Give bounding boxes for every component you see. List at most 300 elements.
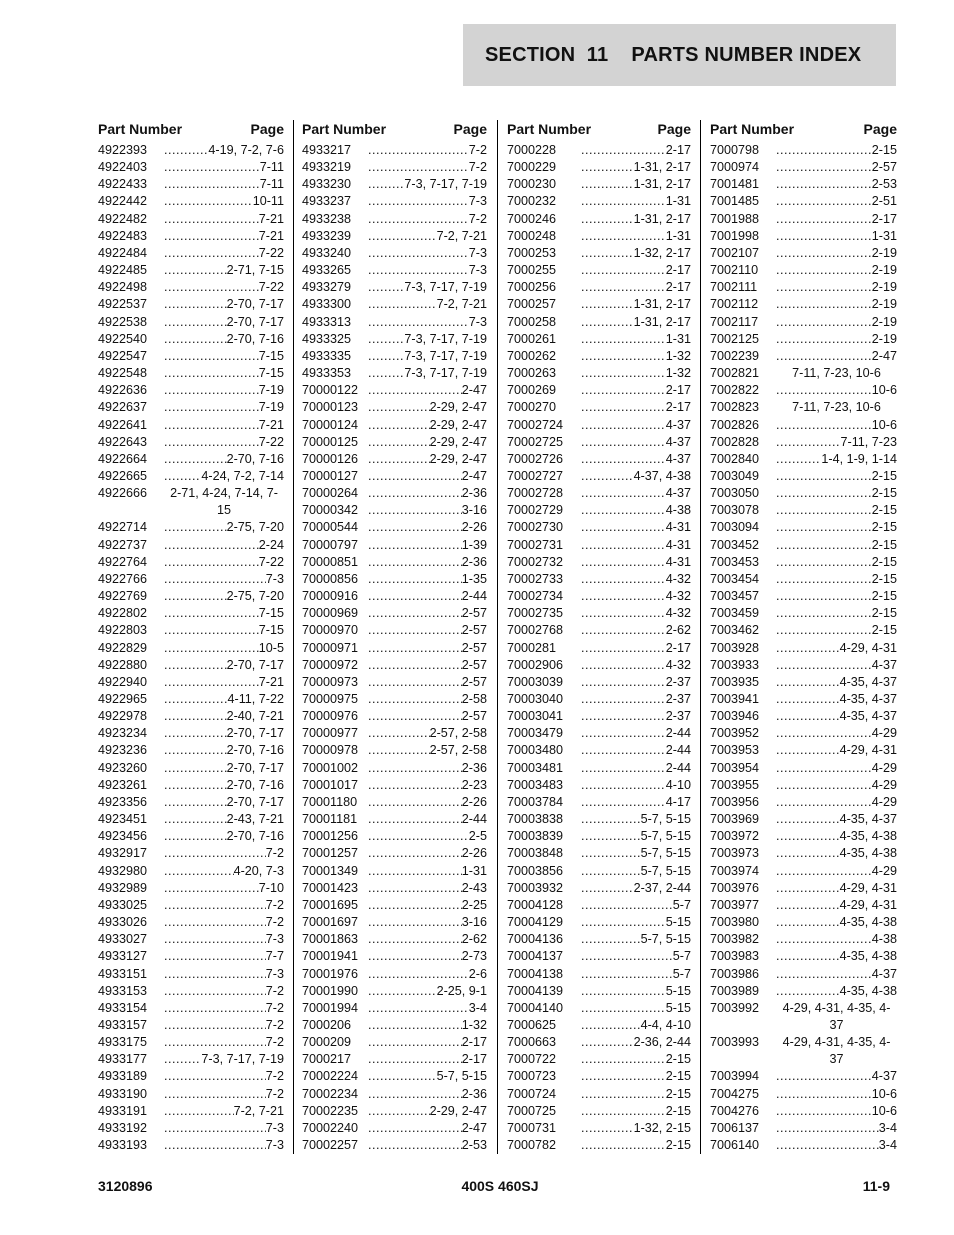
index-entry [98, 674, 284, 691]
index-entry [507, 1051, 691, 1068]
part-number: 7000229 [507, 160, 557, 175]
page-references: 2-15 [871, 520, 897, 535]
page-references: 7-7 [265, 949, 284, 964]
dot-leader [581, 1068, 666, 1085]
part-number: 4933219 [302, 160, 352, 175]
index-entry [302, 777, 487, 794]
page-references: 4-37 [665, 486, 691, 501]
index-entry [302, 314, 487, 331]
section-label: SECTION 11 [485, 43, 609, 66]
page-references: 7-3 [468, 314, 487, 329]
page-reference-cell [164, 468, 284, 485]
dot-leader [581, 794, 666, 811]
page-reference-cell [581, 382, 691, 399]
dot-leader [581, 640, 666, 657]
page-reference-cell [368, 382, 487, 399]
part-number: 7002112 [710, 297, 759, 312]
page-reference-cell [368, 485, 487, 502]
index-entry [302, 828, 487, 845]
dot-leader [368, 880, 462, 897]
index-entry [710, 262, 897, 279]
dot-leader [368, 828, 469, 845]
dot-leader [368, 571, 462, 588]
dot-leader [164, 811, 227, 828]
part-number: 7003459 [710, 606, 760, 621]
part-number: 70004136 [507, 932, 564, 947]
dot-leader [581, 1017, 641, 1034]
index-entry [302, 1086, 487, 1103]
page-references: 1-31 [461, 863, 487, 878]
part-number: 70000125 [302, 434, 359, 449]
part-number: 4933157 [98, 1017, 148, 1032]
index-entry [302, 382, 487, 399]
index-entry [507, 828, 691, 845]
page-references: 2-17 [461, 1035, 487, 1050]
page-reference-cell [368, 914, 487, 931]
page-references: 7-11 [259, 160, 284, 175]
dot-leader [164, 622, 259, 639]
page-reference-cell [581, 279, 691, 296]
dot-leader [581, 966, 673, 983]
page-reference-cell [368, 845, 487, 862]
page-references: 2-47 [871, 348, 897, 363]
page-reference-cell [368, 983, 487, 1000]
part-number: 4922802 [98, 606, 148, 621]
dot-leader [776, 674, 840, 691]
dot-leader [776, 983, 840, 1000]
index-entry [302, 1103, 487, 1120]
index-entry [98, 1086, 284, 1103]
part-number: 70002730 [507, 520, 564, 535]
page-reference-cell [164, 1017, 284, 1034]
page-reference-cell [776, 382, 897, 399]
part-number: 7003969 [710, 812, 760, 827]
index-entry [710, 142, 897, 159]
part-number: 70001863 [302, 932, 359, 947]
index-entry [507, 314, 691, 331]
dot-leader [368, 142, 469, 159]
index-entry [98, 897, 284, 914]
dot-leader [776, 451, 821, 468]
page-references: 2-44 [461, 589, 487, 604]
part-number: 70002732 [507, 554, 564, 569]
part-number: 7003457 [710, 589, 760, 604]
page-references: 2-17 [665, 383, 691, 398]
page-reference-cell [368, 605, 487, 622]
page-references: 4-32 [665, 657, 691, 672]
page-references: 4-38 [871, 932, 897, 947]
page-references: 2-71, 4-24, 7-14, 7-15 [170, 486, 278, 518]
index-entry [507, 742, 691, 759]
page-references: 2-43, 7-21 [226, 812, 284, 827]
dot-leader [164, 365, 259, 382]
page-reference-cell [164, 657, 284, 674]
part-number: 7002239 [710, 348, 760, 363]
index-entry [98, 725, 284, 742]
index-entry [507, 880, 691, 897]
page-references: 4-20, 7-3 [233, 863, 284, 878]
dot-leader [164, 794, 227, 811]
index-entry [302, 794, 487, 811]
page-references: 4-29, 4-31 [839, 743, 897, 758]
page-reference-cell [164, 331, 284, 348]
index-entry [302, 142, 487, 159]
part-number: 70003483 [507, 777, 564, 792]
dot-leader [581, 142, 666, 159]
page-references: 5-7 [672, 966, 691, 981]
part-number: 4922485 [98, 263, 148, 278]
page-references: 1-4, 1-9, 1-14 [821, 451, 897, 466]
page-references: 7-3 [265, 1138, 284, 1153]
page-reference-cell [164, 348, 284, 365]
page-references: 4-29 [871, 760, 897, 775]
index-entry [98, 588, 284, 605]
dot-leader [368, 176, 404, 193]
page-reference-cell [368, 417, 487, 434]
page-references: 2-70, 7-16 [226, 743, 284, 758]
page-reference-cell [581, 451, 691, 468]
dot-leader [164, 279, 259, 296]
page-references: 7-15 [258, 366, 284, 381]
page-reference-cell [368, 794, 487, 811]
part-number: 4922664 [98, 451, 148, 466]
index-entry [710, 417, 897, 434]
index-entry [302, 948, 487, 965]
page-references: 7-11, 7-23 [840, 434, 897, 449]
dot-leader [368, 451, 430, 468]
part-number: 4923261 [98, 777, 148, 792]
dot-leader [581, 983, 666, 1000]
index-entry [710, 725, 897, 742]
page-references: 7-21 [258, 674, 284, 689]
dot-leader [164, 468, 201, 485]
dot-leader [368, 948, 462, 965]
page-references: 2-70, 7-16 [226, 331, 284, 346]
index-entry [98, 331, 284, 348]
page-references: 2-37 [665, 674, 691, 689]
index-entry [710, 1068, 897, 1085]
dot-leader [776, 640, 840, 657]
page-reference-cell [581, 588, 691, 605]
part-number: 4922766 [98, 571, 148, 586]
index-entry [98, 314, 284, 331]
dot-leader [581, 451, 666, 468]
dot-leader [368, 468, 462, 485]
dot-leader [776, 228, 872, 245]
index-entry [710, 657, 897, 674]
page-references: 2-26 [461, 520, 487, 535]
part-number: 70000342 [302, 503, 359, 518]
page-reference-cell [776, 314, 897, 331]
dot-leader [368, 228, 437, 245]
part-number: 4923356 [98, 794, 148, 809]
page-references: 2-15 [871, 589, 897, 604]
dot-leader [581, 331, 666, 348]
part-number: 70002726 [507, 451, 564, 466]
index-entry [710, 948, 897, 965]
index-entry [507, 1103, 691, 1120]
index-entry [98, 742, 284, 759]
page-references: 4-31 [665, 520, 691, 535]
dot-leader [776, 914, 840, 931]
dot-leader [368, 193, 469, 210]
page-references: 7-22 [258, 434, 284, 449]
part-number: 70003041 [507, 709, 564, 724]
dot-leader [581, 777, 666, 794]
index-entry [98, 451, 284, 468]
page-references: 4-37 [871, 1069, 897, 1084]
index-entry [98, 434, 284, 451]
dot-leader [164, 176, 260, 193]
page-reference-cell [368, 451, 487, 468]
dot-leader [368, 640, 462, 657]
page-references: 2-29, 2-47 [429, 417, 487, 432]
index-entry [710, 674, 897, 691]
page-references: 2-17 [665, 143, 691, 157]
page-references: 7-3, 7-17, 7-19 [404, 177, 487, 192]
page-references: 2-15 [871, 537, 897, 552]
dot-leader [164, 691, 228, 708]
part-number: 70002257 [302, 1138, 359, 1153]
part-number: 7003928 [710, 640, 760, 655]
part-number: 4933237 [302, 194, 352, 209]
dot-leader [776, 605, 872, 622]
index-entry [98, 485, 284, 519]
page-references: 2-15 [665, 1103, 691, 1118]
part-number: 70000969 [302, 606, 359, 621]
page-references: 2-70, 7-16 [226, 777, 284, 792]
index-entry [98, 966, 284, 983]
page-reference-cell [581, 468, 691, 485]
page-references: 4-29, 4-31 [839, 640, 897, 655]
dot-leader [776, 296, 872, 313]
page-reference-cell [581, 1103, 691, 1120]
page-reference-cell [776, 640, 897, 657]
page-reference-cell [581, 211, 691, 228]
part-number: 7001998 [710, 228, 760, 243]
dot-leader [581, 1137, 666, 1154]
page-reference-cell [776, 605, 897, 622]
page-reference-cell [164, 914, 284, 931]
page-reference-cell [164, 1068, 284, 1085]
page-reference-cell [581, 777, 691, 794]
part-number: 7000263 [507, 366, 557, 381]
page-references: 7-3, 7-17, 7-19 [404, 348, 487, 363]
dot-leader [164, 914, 266, 931]
dot-leader [368, 794, 462, 811]
entry-list [98, 142, 284, 1154]
index-entry [507, 622, 691, 639]
page-reference-cell [164, 588, 284, 605]
page-reference-cell [164, 966, 284, 983]
dot-leader [581, 1034, 634, 1051]
part-number: 4923234 [98, 726, 148, 741]
part-number: 4922540 [98, 331, 148, 346]
dot-leader [776, 794, 872, 811]
page-references: 4-24, 7-2, 7-14 [201, 468, 284, 483]
dot-leader [368, 434, 430, 451]
dot-leader [164, 399, 259, 416]
part-number: 70001423 [302, 880, 359, 895]
dot-leader [581, 622, 666, 639]
part-number: 7003933 [710, 657, 760, 672]
part-number: 70000264 [302, 486, 359, 501]
page-references: 5-15 [665, 1000, 691, 1015]
dot-leader [164, 262, 227, 279]
page-reference-cell [368, 674, 487, 691]
page-reference-cell [368, 537, 487, 554]
page-reference-cell [581, 314, 691, 331]
page-references: 2-57, 2-58 [429, 743, 487, 758]
page-reference-cell [164, 640, 284, 657]
index-entry [507, 914, 691, 931]
part-number: 4922636 [98, 383, 148, 398]
page-reference-cell [776, 760, 897, 777]
page-references: 5-7, 5-15 [436, 1069, 487, 1084]
index-entry [302, 811, 487, 828]
page-references: 7-3 [265, 571, 284, 586]
page-references: 4-32 [665, 589, 691, 604]
dot-leader [581, 228, 666, 245]
part-number: 70003479 [507, 726, 564, 741]
part-number: 4922737 [98, 537, 148, 552]
page-reference-cell [776, 537, 897, 554]
dot-leader [164, 863, 234, 880]
dot-leader [776, 588, 872, 605]
page-reference-cell [368, 502, 487, 519]
dot-leader [776, 863, 872, 880]
index-entry [507, 434, 691, 451]
index-entry [98, 1034, 284, 1051]
page-references: 7-15 [258, 606, 284, 621]
dot-leader [164, 725, 227, 742]
page-references: 4-37, 4-38 [633, 468, 691, 483]
index-entry [710, 845, 897, 862]
page-reference-cell [368, 193, 487, 210]
page-references: 7-2 [265, 1000, 284, 1015]
page-reference-cell [368, 1068, 487, 1085]
page-references: 2-15 [665, 1069, 691, 1084]
page-references: 3-4 [878, 1138, 897, 1153]
page-references: 2-58 [461, 692, 487, 706]
part-number: 70000972 [302, 657, 359, 672]
page-reference-cell [164, 571, 284, 588]
part-number: 4933335 [302, 348, 352, 363]
index-entry [710, 211, 897, 228]
page-references: 1-31 [665, 228, 691, 243]
index-entry [98, 931, 284, 948]
page-reference-cell [581, 708, 691, 725]
index-entry [98, 880, 284, 897]
page-reference-cell [581, 845, 691, 862]
index-entry [302, 331, 487, 348]
page-references: 4-11, 7-22 [227, 692, 284, 706]
dot-leader [368, 966, 469, 983]
part-number: 7003994 [710, 1069, 760, 1084]
part-number: 7000261 [507, 331, 557, 346]
page-references: 3-16 [461, 915, 487, 930]
part-number: 7003974 [710, 863, 760, 878]
index-entry [98, 382, 284, 399]
page-heading: Page [657, 121, 691, 137]
dot-leader [776, 1068, 872, 1085]
dot-leader [368, 931, 462, 948]
index-entry [302, 1051, 487, 1068]
part-number: 7003094 [710, 520, 760, 535]
page-reference-cell [776, 931, 897, 948]
index-entry [507, 966, 691, 983]
page-reference-cell [581, 1137, 691, 1154]
index-column-4 [700, 120, 897, 1154]
dot-leader [368, 811, 462, 828]
page-references: 4-29 [871, 863, 897, 878]
page-reference-cell [581, 828, 691, 845]
dot-leader [581, 485, 666, 502]
page-reference-cell [776, 863, 897, 880]
dot-leader [776, 1103, 872, 1120]
part-number: 70000970 [302, 623, 359, 638]
page-references: 2-44 [665, 743, 691, 758]
index-entry [507, 485, 691, 502]
index-entry [302, 983, 487, 1000]
page-reference-cell [776, 279, 897, 296]
dot-leader [581, 880, 634, 897]
index-entry [507, 777, 691, 794]
dot-leader [164, 657, 227, 674]
dot-leader [776, 262, 872, 279]
dot-leader [776, 811, 840, 828]
part-number: 7004276 [710, 1103, 760, 1118]
dot-leader [164, 1017, 266, 1034]
index-entry [710, 159, 897, 176]
page-references: 5-15 [665, 983, 691, 998]
page-references: 1-31, 2-17 [633, 211, 691, 226]
part-number: 70000851 [302, 554, 359, 569]
dot-leader [164, 880, 259, 897]
part-number: 7000625 [507, 1017, 557, 1032]
index-entry [710, 348, 897, 365]
dot-leader [164, 348, 259, 365]
dot-leader [776, 948, 840, 965]
dot-leader [368, 1120, 462, 1137]
dot-leader [776, 622, 872, 639]
index-entry [710, 794, 897, 811]
index-entry [507, 1017, 691, 1034]
index-entry [98, 914, 284, 931]
page-references: 2-17 [665, 280, 691, 295]
index-entry [302, 468, 487, 485]
page-references: 4-32 [665, 606, 691, 621]
part-number: 70000544 [302, 520, 359, 535]
part-number: 7003986 [710, 966, 760, 981]
part-number: 7003955 [710, 777, 760, 792]
page-reference-cell [776, 228, 897, 245]
index-entry [98, 777, 284, 794]
page-references: 2-5 [468, 829, 487, 844]
index-entry [302, 966, 487, 983]
page-references: 2-36 [461, 554, 487, 569]
page-references: 2-70, 7-17 [226, 726, 284, 741]
dot-leader [164, 1120, 266, 1137]
page-reference-cell [581, 725, 691, 742]
page-reference-cell [368, 863, 487, 880]
dot-leader [164, 159, 260, 176]
dot-leader [368, 777, 462, 794]
page-reference-cell [368, 880, 487, 897]
part-number: 4922403 [98, 160, 148, 175]
index-entry [98, 365, 284, 382]
dot-leader [164, 605, 259, 622]
